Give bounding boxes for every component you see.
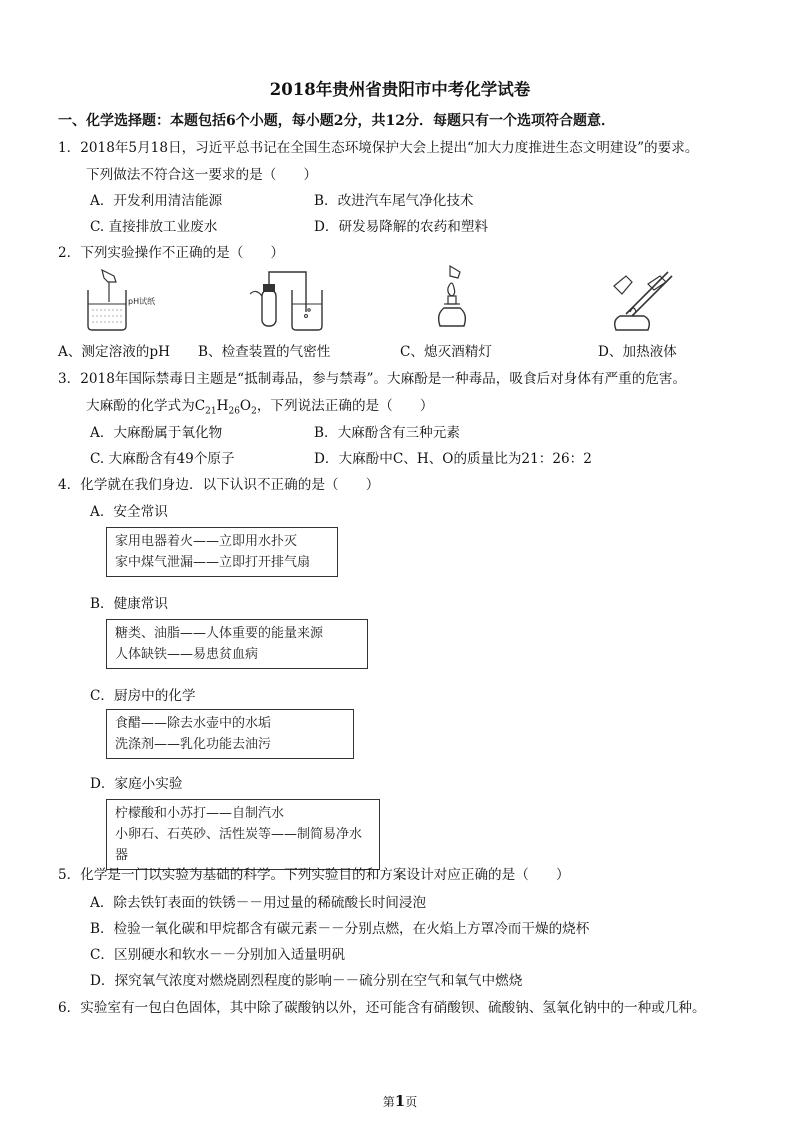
section-heading: 一、化学选择题：本题包括6个小题，每小题2分，共12分．每题只有一个选项符合题意． xyxy=(58,113,615,129)
q4-group-d-box xyxy=(106,799,380,870)
q3-option-b: B．大麻酚含有三种元素 xyxy=(314,425,460,441)
q1-option-d: D．研发易降解的农药和塑料 xyxy=(314,219,489,235)
ph-test-figure xyxy=(76,268,166,332)
q4-group-c-label: C．厨房中的化学 xyxy=(90,688,196,704)
q5-stem: 5．化学是一门以实验为基础的科学。下列实验目的和方案设计对应正确的是（ ） xyxy=(58,867,570,883)
q1-option-b: B．改进汽车尾气净化技术 xyxy=(314,193,474,209)
q2-option-c: C、熄灭酒精灯 xyxy=(400,344,492,360)
q6-stem: 6．实验室有一包白色固体，其中除了碳酸钠以外，还可能含有硝酸钡、硫酸钠、氢氧化钠中的一种或几种。 xyxy=(58,1000,706,1016)
q4-group-a-line1: 家用电器着火——立即用水扑灭 xyxy=(115,534,298,549)
q5-option-b: B．检验一氧化碳和甲烷都含有碳元素－－分别点燃，在火焰上方罩冷而干燥的烧杯 xyxy=(90,921,590,937)
q2-option-a: A、测定溶液的pH xyxy=(58,344,170,360)
q3-stem-line1: 3．2018年国际禁毒日主题是“抵制毒品，参与禁毒”。大麻酚是一种毒品，吸食后对身体有严重的危害。 xyxy=(58,371,687,387)
q4-stem: 4．化学就在我们身边．以下认识不正确的是（ ） xyxy=(58,477,380,493)
q5-option-d: D．探究氧气浓度对燃烧剧烈程度的影响－－硫分别在空气和氧气中燃烧 xyxy=(90,973,523,989)
q4-group-c-line1: 食醋——除去水壶中的水垢 xyxy=(115,716,272,731)
airtightness-figure xyxy=(248,264,328,334)
q1-stem-line2: 下列做法不符合这一要求的是（ ） xyxy=(86,167,318,183)
q4-group-c-box xyxy=(106,709,354,759)
q3-option-a: A．大麻酚属于氧化物 xyxy=(90,425,223,441)
q4-group-d-line1: 柠檬酸和小苏打——自制汽水 xyxy=(115,806,285,821)
alcohol-lamp-figure xyxy=(430,264,480,334)
q3-option-c: C. 大麻酚含有49个原子 xyxy=(90,451,235,467)
q4-group-d-line2: 小卵石、石英砂、活性炭等——制简易净水器 xyxy=(115,827,363,863)
q3-option-d: D．大麻酚中C、H、O的质量比为21：26：2 xyxy=(314,451,592,467)
ph-paper-label: pH试纸 xyxy=(128,297,156,306)
q2-option-d: D、加热液体 xyxy=(598,344,677,360)
q5-option-a: A．除去铁钉表面的铁锈－－用过量的稀硫酸长时间浸泡 xyxy=(90,895,427,911)
q5-option-c: C．区别硬水和软水－－分别加入适量明矾 xyxy=(90,947,346,963)
q4-group-b-line2: 人体缺铁——易患贫血病 xyxy=(115,647,259,662)
q2-stem: 2．下列实验操作不正确的是（ ） xyxy=(58,245,285,261)
q4-group-a-line2: 家中煤气泄漏——立即打开排气扇 xyxy=(115,555,311,570)
q4-group-a-box xyxy=(106,527,338,577)
q4-group-a-label: A．安全常识 xyxy=(90,504,168,520)
heating-liquid-figure xyxy=(604,264,684,334)
q4-group-d-label: D．家庭小实验 xyxy=(90,776,183,792)
q4-group-b-label: B．健康常识 xyxy=(90,596,168,612)
q1-stem-line1: 1．2018年5月18日，习近平总书记在全国生态环境保护大会上提出“加大力度推进生态文明建设”的要求。 xyxy=(58,140,699,156)
page-number: 第1页 xyxy=(382,1092,418,1110)
q1-option-a: A．开发利用清洁能源 xyxy=(90,193,223,209)
q4-group-c-line2: 洗涤剂——乳化功能去油污 xyxy=(115,737,272,752)
q2-option-b: B、检查装置的气密性 xyxy=(198,344,331,360)
page-title: 2018年贵州省贵阳市中考化学试卷 xyxy=(269,80,531,99)
q3-stem-line2: 大麻酚的化学式为$C_{21}H_{26}O_2$，下列说法正确的是（ ） xyxy=(86,398,434,417)
q4-group-b-line1: 糖类、油脂——人体重要的能量来源 xyxy=(115,626,324,641)
q1-option-c: C. 直接排放工业废水 xyxy=(90,219,218,235)
q4-group-b-box xyxy=(106,619,368,669)
